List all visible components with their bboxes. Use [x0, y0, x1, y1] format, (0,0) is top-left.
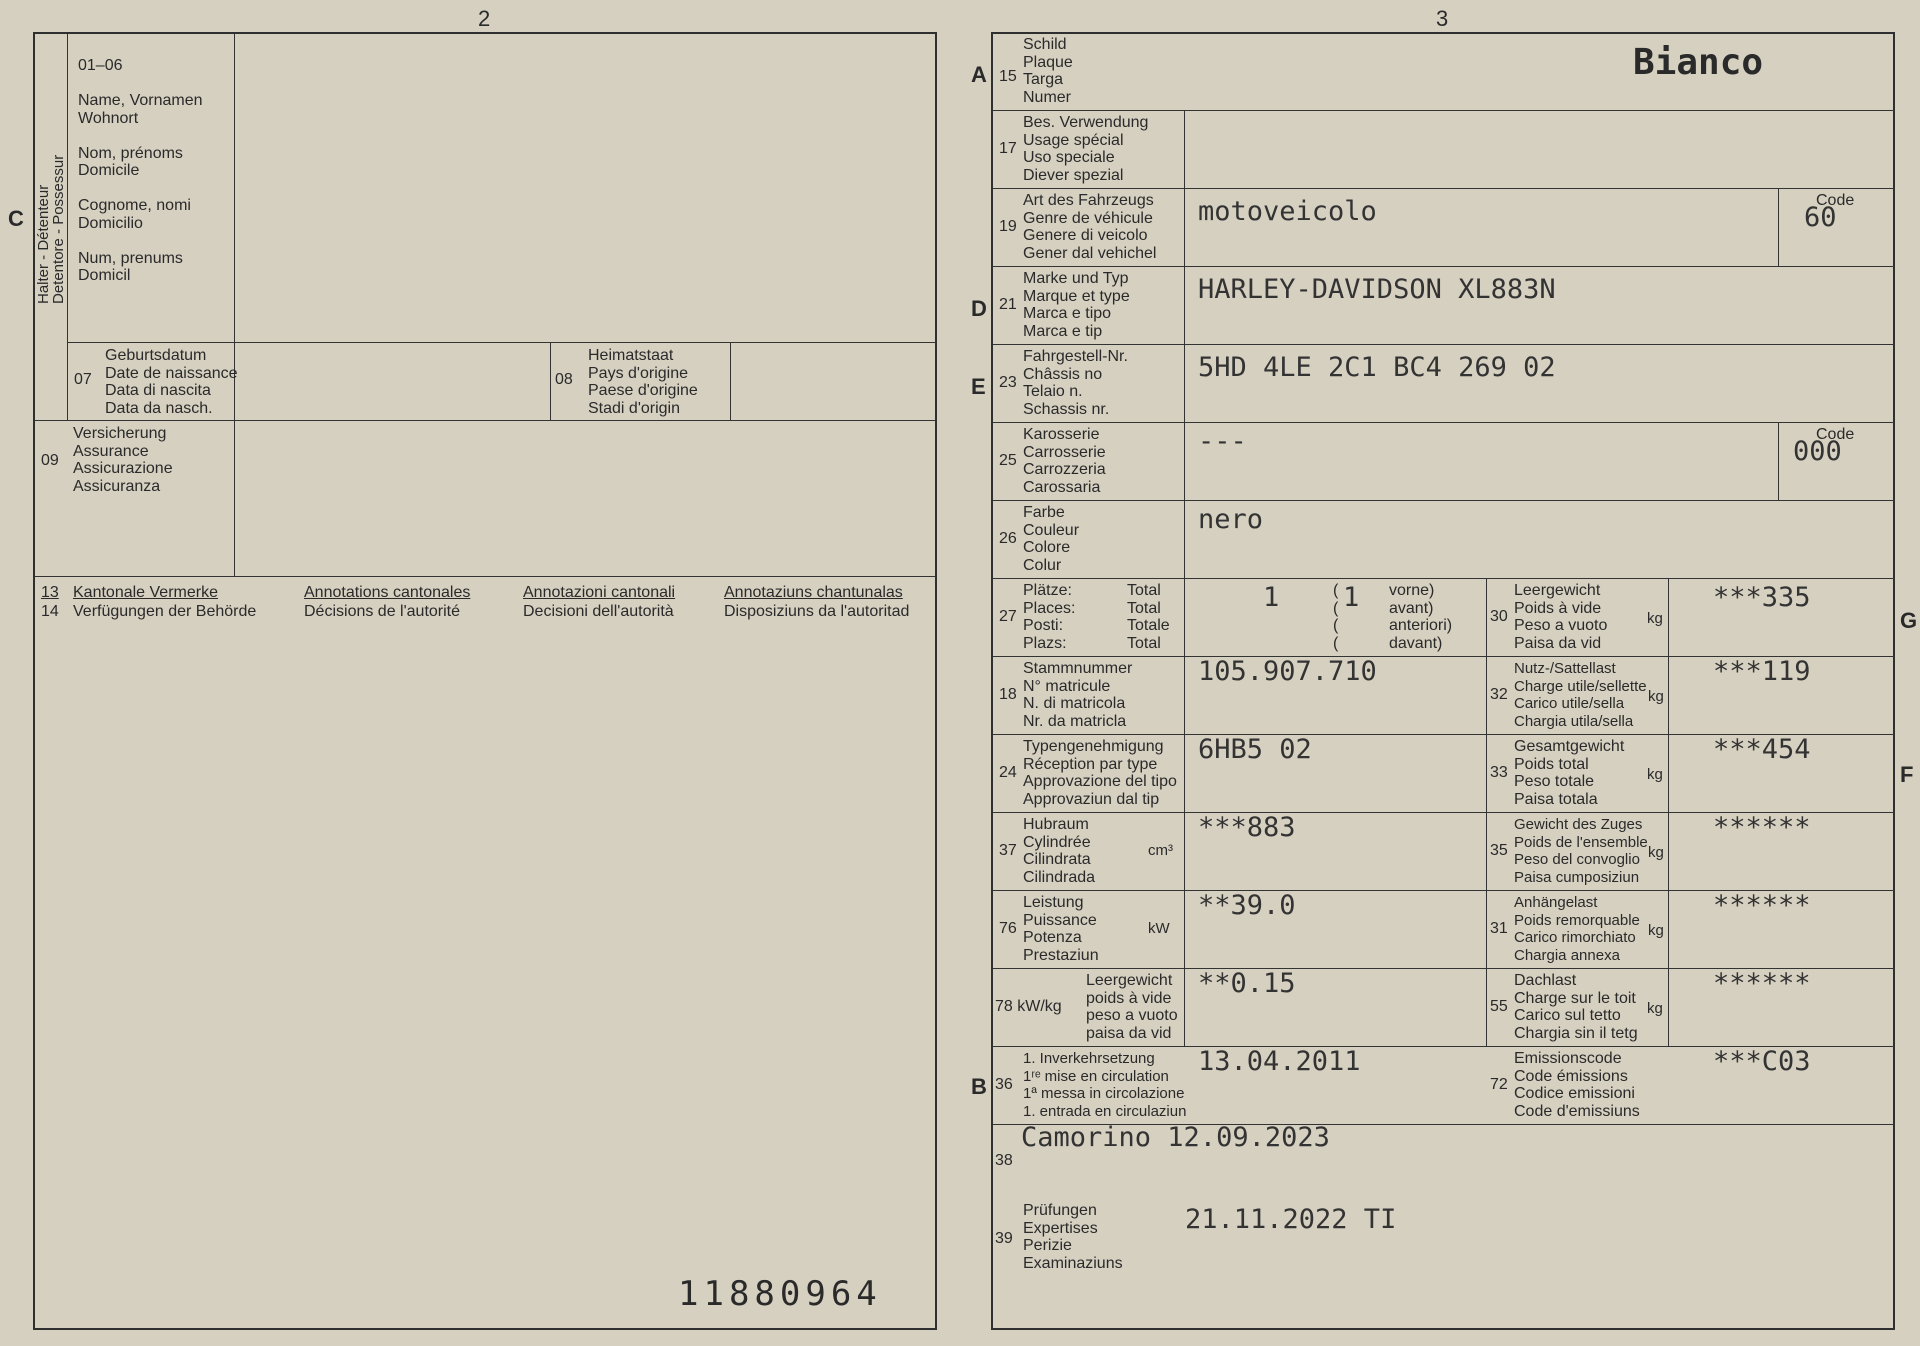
field-26-value: nero	[1198, 504, 1264, 535]
field-25-value: ---	[1198, 426, 1247, 457]
divider	[1486, 578, 1487, 1046]
field-30-label: Leergewicht Poids à vide Peso a vuoto Paisa da vid	[1514, 582, 1608, 652]
field-25-number: 25	[999, 452, 1017, 469]
field-27-value: 1	[1263, 582, 1280, 613]
field-14-col-de: Verfügungen der Behörde	[73, 603, 257, 620]
divider	[35, 420, 937, 421]
field-27-front-brackets: ( ( ( (	[1333, 582, 1339, 652]
field-30-value: ***335	[1713, 582, 1811, 613]
divider	[1184, 110, 1185, 1046]
field-37-label: Hubraum Cylindrée Cilindrata Cilindrada	[1023, 816, 1096, 886]
field-26-label: Farbe Couleur Colore Colur	[1023, 504, 1080, 574]
field-39-number: 39	[995, 1230, 1013, 1247]
field-78-label: Leergewicht poids à vide peso a vuoto paisa da vid	[1086, 972, 1178, 1042]
field-15-label: Schild Plaque Targa Numer	[1023, 36, 1073, 106]
field-08-number: 08	[555, 371, 573, 388]
field-55-unit: kg	[1647, 1000, 1663, 1017]
field-17-label: Bes. Verwendung Usage spécial Uso speciale Diever spezial	[1023, 114, 1149, 184]
field-26-number: 26	[999, 530, 1017, 547]
field-76-unit: kW	[1148, 920, 1170, 937]
field-24-value: 6HB5 02	[1198, 734, 1312, 765]
field-32-unit: kg	[1648, 688, 1664, 705]
field-25-code-value: 000	[1793, 436, 1842, 467]
field-72-label: Emissionscode Code émissions Codice emissioni Code d'emissiuns	[1514, 1050, 1640, 1120]
field-25-label: Karosserie Carrosserie Carrozzeria Carossaria	[1023, 426, 1106, 496]
field-27-front-label: vorne) avant) anteriori) davant)	[1389, 582, 1453, 652]
field-21-number: 21	[999, 296, 1017, 313]
divider	[1668, 578, 1669, 1046]
field-07-number: 07	[74, 371, 92, 388]
divider	[993, 110, 1895, 111]
field-21-label: Marke und Typ Marque et type Marca e tipo Marca e tip	[1023, 270, 1130, 340]
field-07-label: Geburtsdatum Date de naissance Data di nascita Data da nasch.	[105, 347, 238, 417]
field-23-value: 5HD 4LE 2C1 BC4 269 02	[1198, 352, 1556, 383]
field-38-number: 38	[995, 1152, 1013, 1169]
side-letter-b: B	[971, 1074, 987, 1099]
right-page	[991, 32, 1895, 1330]
field-55-label: Dachlast Charge sur le toit Carico sul tetto Chargia sin il tetg	[1514, 972, 1638, 1042]
field-24-label: Typengenehmigung Réception par type Approvazione del tipo Approvaziun dal tip	[1023, 738, 1177, 808]
page-number-right: 3	[1436, 6, 1449, 31]
field-18-value: 105.907.710	[1198, 656, 1377, 687]
field-14-number: 14	[41, 603, 59, 620]
field-09-number: 09	[41, 452, 59, 469]
divider	[730, 342, 731, 420]
field-21-value: HARLEY-DAVIDSON XL883N	[1198, 274, 1556, 305]
field-36-label: 1. Inverkehrsetzung 1ʳᵉ mise en circulation 1ª messa in circolazione 1. entrada en circulaziun	[1023, 1050, 1187, 1120]
field-35-label: Gewicht des Zuges Poids de l'ensemble Peso del convoglio Paisa cumposiziun	[1514, 816, 1648, 886]
field-19-number: 19	[999, 218, 1017, 235]
field-36-value: 13.04.2011	[1198, 1046, 1361, 1077]
field-32-label: Nutz-/Sattellast Charge utile/sellette Carico utile/sella Chargia utila/sella	[1514, 660, 1647, 730]
field-78-value: **0.15	[1198, 968, 1296, 999]
field-13-number: 13	[41, 584, 59, 601]
field-76-label: Leistung Puissance Potenza Prestaziun	[1023, 894, 1099, 964]
divider	[993, 422, 1895, 423]
side-letter-e: E	[971, 374, 986, 399]
field-33-unit: kg	[1647, 766, 1663, 783]
divider	[993, 344, 1895, 345]
field-72-value: ***C03	[1713, 1046, 1811, 1077]
field-27-front-value: 1	[1343, 582, 1360, 613]
field-76-value: **39.0	[1198, 890, 1296, 921]
field-31-label: Anhängelast Poids remorquable Carico rimorchiato Chargia annexa	[1514, 894, 1640, 964]
field-23-label: Fahrgestell-Nr. Châssis no Telaio n. Schassis nr.	[1023, 348, 1128, 418]
field-33-label: Gesamtgewicht Poids total Peso totale Paisa totala	[1514, 738, 1625, 808]
field-55-value: ******	[1713, 968, 1811, 999]
field-09-label: Versicherung Assurance Assicurazione Assicuranza	[73, 425, 173, 495]
field-27-label: Plätze: Places: Posti: Plazs:	[1023, 582, 1076, 652]
side-letter-f: F	[1900, 762, 1914, 787]
field-31-unit: kg	[1648, 922, 1664, 939]
field-15-number: 15	[999, 68, 1017, 85]
field-13-col-it: Annotazioni cantonali	[523, 584, 676, 601]
field-19-value: motoveicolo	[1198, 196, 1377, 227]
field-35-number: 35	[1490, 842, 1508, 859]
field-39-label: Prüfungen Expertises Perizie Examinaziuns	[1023, 1202, 1123, 1272]
divider	[67, 342, 937, 343]
field-19-label: Art des Fahrzeugs Genre de véhicule Genere di veicolo Gener dal vehichel	[1023, 192, 1157, 262]
field-25-code-label: Code	[1816, 426, 1855, 443]
field-08-label: Heimatstaat Pays d'origine Paese d'origine Stadi d'origin	[588, 347, 698, 417]
field-31-number: 31	[1490, 920, 1508, 937]
divider	[35, 576, 937, 577]
field-55-number: 55	[1490, 998, 1508, 1015]
field-18-label: Stammnummer N° matricule N. di matricola Nr. da matricla	[1023, 660, 1133, 730]
field-23-number: 23	[999, 374, 1017, 391]
field-27-number: 27	[999, 608, 1017, 625]
side-letter-c: C	[8, 206, 24, 231]
divider	[993, 500, 1895, 501]
divider	[993, 188, 1895, 189]
field-31-value: ******	[1713, 890, 1811, 921]
field-13-col-rm: Annotaziuns chantunalas	[724, 584, 903, 601]
field-38-value: Camorino 12.09.2023	[1021, 1122, 1330, 1153]
side-letter-g: G	[1900, 608, 1918, 633]
field-13-col-fr: Annotations cantonales	[304, 584, 471, 601]
field-14-col-rm: Disposiziuns da l'autoritad	[724, 603, 910, 620]
field-33-number: 33	[1490, 764, 1508, 781]
field-15-value: Bianco	[1633, 42, 1764, 83]
field-18-number: 18	[999, 686, 1017, 703]
field-39-value: 21.11.2022 TI	[1185, 1204, 1397, 1235]
field-37-value: ***883	[1198, 812, 1296, 843]
field-35-unit: kg	[1648, 844, 1664, 861]
divider	[993, 266, 1895, 267]
side-letter-a: A	[971, 62, 987, 87]
document-serial-number: 11880964	[678, 1274, 882, 1314]
field-37-number: 37	[999, 842, 1017, 859]
field-36-number: 36	[995, 1076, 1013, 1093]
field-30-number: 30	[1490, 608, 1508, 625]
field-19-code-label: Code	[1816, 192, 1855, 209]
field-13-col-de: Kantonale Vermerke	[73, 584, 218, 601]
side-letter-d: D	[971, 296, 987, 321]
field-24-number: 24	[999, 764, 1017, 781]
field-33-value: ***454	[1713, 734, 1811, 765]
field-27-totals: Total Total Totale Total	[1127, 582, 1170, 652]
divider	[234, 420, 235, 576]
holder-label: 01–06 Name, Vornamen Wohnort Nom, prénoms Domicile Cognome, nomi Domicilio Num, prenums Domicil	[78, 57, 203, 284]
divider	[67, 34, 68, 420]
field-14-col-fr: Décisions de l'autorité	[304, 603, 461, 620]
field-19-code-value: 60	[1804, 202, 1837, 233]
field-30-unit: kg	[1647, 610, 1663, 627]
field-32-value: ***119	[1713, 656, 1811, 687]
left-page	[33, 32, 937, 1330]
holder-vertical-label: Halter - Détenteur Detentore - Possessur	[35, 154, 67, 304]
field-78-number: 78 kW/kg	[995, 998, 1062, 1015]
field-14-col-it: Decisioni dell'autorità	[523, 603, 674, 620]
divider	[1778, 422, 1779, 500]
field-72-number: 72	[1490, 1076, 1508, 1093]
field-37-unit: cm³	[1148, 842, 1173, 859]
divider	[550, 342, 551, 420]
field-17-number: 17	[999, 140, 1017, 157]
field-35-value: ******	[1713, 812, 1811, 843]
divider	[234, 34, 235, 342]
page-number-left: 2	[478, 6, 491, 31]
divider	[993, 578, 1895, 579]
divider	[1778, 188, 1779, 266]
field-32-number: 32	[1490, 686, 1508, 703]
field-76-number: 76	[999, 920, 1017, 937]
